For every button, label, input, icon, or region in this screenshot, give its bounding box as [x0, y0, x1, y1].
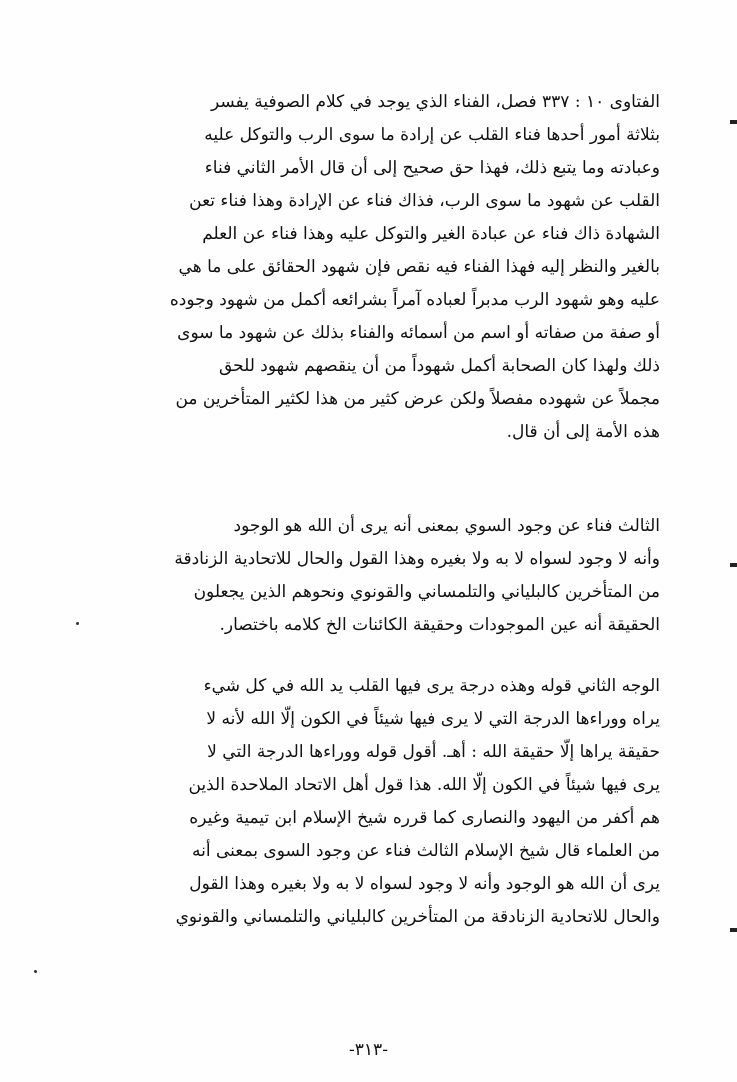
- text-line: بثلاثة أمور أحدها فناء القلب عن إرادة ما سوى الرب والتوكل عليه: [204, 125, 660, 145]
- paragraph-3: [88, 670, 660, 934]
- text-line: يراه ووراءها الدرجة التي لا يرى فيها شيئاً في الكون إلّا الله لأنه لا: [206, 709, 660, 729]
- text-line: هذه الأمة إلى أن قال.: [506, 422, 660, 442]
- scan-speck: [76, 622, 79, 625]
- text-line: يرى فيها شيئاً في الكون إلّا الله. هذا قول أهل الاتحاد الملاحدة الذين: [188, 775, 660, 795]
- text-line: الشهادة ذاك فناء عن عبادة الغير والتوكل عليه وهذا فناء عن العلم: [202, 224, 660, 244]
- paragraph-1: [88, 86, 660, 449]
- text-line: الفتاوى ١٠ : ٣٣٧ فصل، الفناء الذي يوجد في كلام الصوفية يفسر: [210, 92, 660, 112]
- scan-edge-mark: [730, 120, 737, 124]
- text-line: الوجه الثاني قوله وهذه درجة يرى فيها القلب يد الله في كل شيء: [203, 676, 660, 696]
- scan-edge-mark: [730, 563, 737, 567]
- text-line: الحقيقة أنه عين الموجودات وحقيقة الكائنات الخ كلامه باختصار.: [219, 615, 660, 635]
- scan-speck: [34, 970, 37, 973]
- text-line: مجملاً عن شهوده مفصلاً ولكن عرض كثير من هذا لكثير المتأخرين من: [175, 389, 660, 409]
- text-line: الثالث فناء عن وجود السوي بمعنى أنه يرى أن الله هو الوجود: [233, 516, 660, 536]
- text-line: من العلماء قال شيخ الإسلام الثالث فناء عن وجود السوى بمعنى أنه: [191, 841, 660, 861]
- text-line: والحال للاتحادية الزنادقة من المتأخرين كالبلياني والتلمساني والقونوي: [175, 907, 660, 927]
- scan-edge-mark: [730, 928, 737, 932]
- text-line: حقيقة يراها إلّا حقيقة الله : أهـ. أقول قوله ووراءها الدرجة التي لا: [207, 742, 660, 762]
- text-line: ذلك ولهذا كان الصحابة أكمل شهوداً من أن ينقصهم شهود للحق: [218, 356, 660, 376]
- text-line: أو صفة من صفاته أو اسم من أسمائه والفناء بذلك عن شهود ما سوى: [177, 323, 660, 343]
- page-number: -٣١٣-: [349, 1040, 388, 1060]
- text-line: عليه وهو شهود الرب مدبراً لعباده آمراً بشرائعه أكمل من شهود وجوده: [169, 290, 660, 310]
- text-line: وعبادته وما يتبع ذلك، فهذا حق صحيح إلى أن قال الأمر الثاني فناء: [204, 158, 660, 178]
- text-line: القلب عن شهود ما سوى الرب، فذاك فناء عن الإرادة وهذا فناء تعن: [189, 191, 660, 211]
- text-line: وأنه لا وجود لسواه لا به ولا بغيره وهذا القول والحال للاتحادية الزنادقة: [174, 549, 660, 569]
- text-line: بالغير والنظر إليه فهذا الفناء فيه نقص فإن شهود الحقائق على ما هي: [178, 257, 660, 277]
- text-line: من المتأخرين كالبلياني والتلمساني والقونوي ونحوهم الذين يجعلون: [193, 582, 660, 602]
- paragraph-2: [88, 510, 660, 642]
- text-line: هم أكفر من اليهود والنصارى كما قرره شيخ الإسلام ابن تيمية وغيره: [189, 808, 660, 828]
- text-line: يرى أن الله هو الوجود وأنه لا وجود لسواه لا به ولا بغيره وهذا القول: [189, 874, 660, 894]
